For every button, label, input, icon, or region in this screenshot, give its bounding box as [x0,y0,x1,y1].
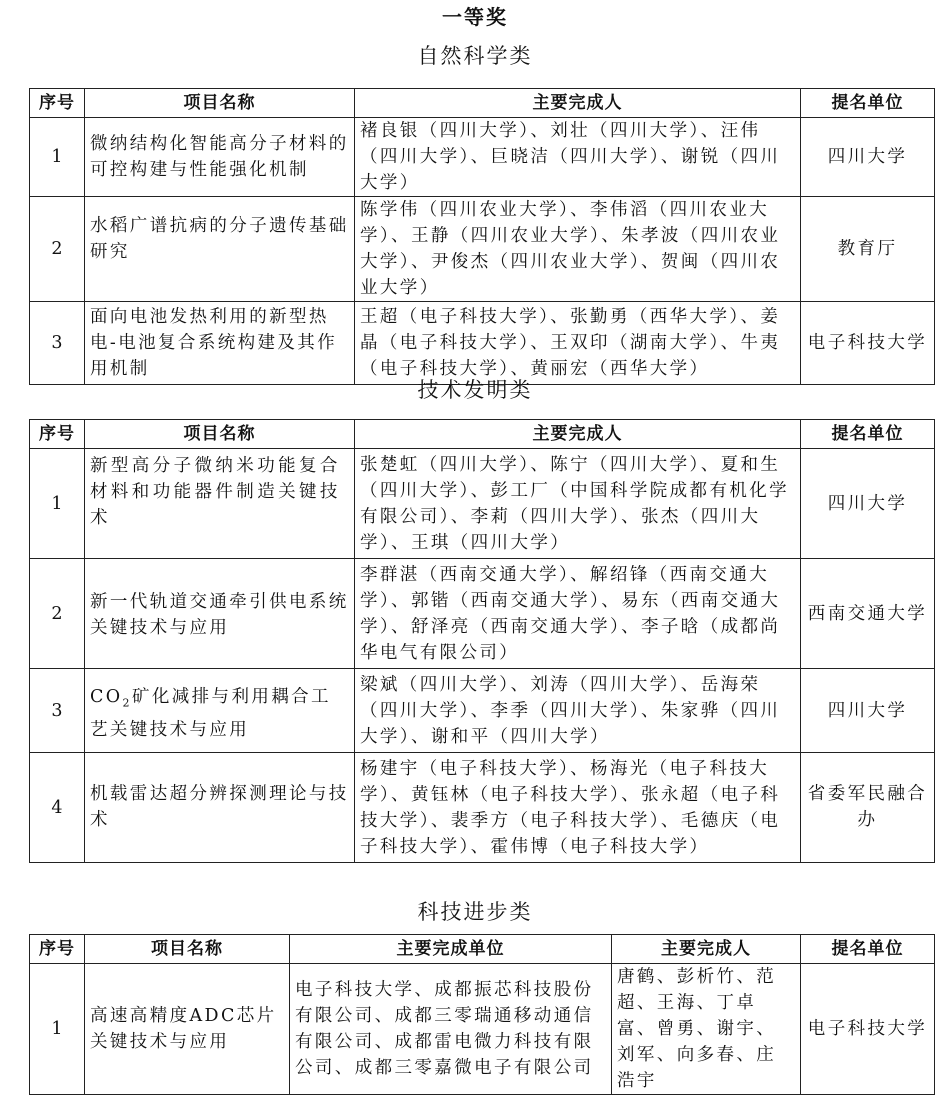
row-people: 杨建宇（电子科技大学）、杨海光（电子科技大学）、黄钰林（电子科技大学）、张永超（电子科技大学）、裴季方（电子科技大学）、毛德庆（电子科技大学）、霍伟博（电子科技大学） [355,753,801,863]
row-seq: 2 [30,559,85,669]
section-title-natural-science: 自然科学类 [417,44,533,68]
header-nominator: 提名单位 [801,89,935,118]
row-nominator: 四川大学 [801,669,935,753]
row-project-name: 机载雷达超分辨探测理论与技术 [85,753,355,863]
row-people: 王超（电子科技大学）、张勤勇（西华大学）、姜晶（电子科技大学）、王双印（湖南大学）、牛夷（电子科技大学）、黄丽宏（西华大学） [355,302,801,385]
row-people: 陈学伟（四川农业大学）、李伟滔（四川农业大学）、王静（四川农业大学）、朱孝波（四川农业大学）、尹俊杰（四川农业大学）、贺闽（四川农业大学） [355,197,801,302]
table-row [30,302,935,385]
table-header-row [30,935,935,964]
header-project-name: 项目名称 [85,935,290,964]
section-title-technical-invention: 技术发明类 [417,378,533,402]
row-people: 唐鹤、彭析竹、范超、王海、丁卓富、曾勇、谢宇、刘军、向多春、庄浩宇 [612,964,801,1095]
header-nominator: 提名单位 [801,935,935,964]
row-seq: 4 [30,753,85,863]
table-row [30,964,935,1095]
header-main-people: 主要完成人 [612,935,801,964]
row-project-name: 面向电池发热利用的新型热电-电池复合系统构建及其作用机制 [85,302,355,385]
table-row [30,118,935,197]
row-nominator: 西南交通大学 [801,559,935,669]
document-title: 一等奖 [442,5,508,29]
header-project-name: 项目名称 [85,89,355,118]
row-people: 梁斌（四川大学）、刘涛（四川大学）、岳海荣（四川大学）、李季（四川大学）、朱家骅（四川大学）、谢和平（四川大学） [355,669,801,753]
row-nominator: 四川大学 [801,449,935,559]
table-row [30,197,935,302]
co2-formula: $CO_2$ [90,687,132,710]
header-project-name: 项目名称 [85,420,355,449]
row-seq: 3 [30,669,85,753]
header-main-people: 主要完成人 [355,420,801,449]
tech-progress-table [29,934,935,1095]
table-header-row [30,420,935,449]
row-project-name: 新一代轨道交通牵引供电系统关键技术与应用 [85,559,355,669]
row-seq: 1 [30,964,85,1095]
table-header-row [30,89,935,118]
row-project-name: 微纳结构化智能高分子材料的可控构建与性能强化机制 [85,118,355,197]
technical-invention-table [29,419,935,863]
table-row [30,753,935,863]
row-project-name: $CO_2$矿化减排与利用耦合工艺关键技术与应用 [85,669,355,753]
row-people: 张楚虹（四川大学）、陈宁（四川大学）、夏和生（四川大学）、彭工厂（中国科学院成都有机化学有限公司）、李莉（四川大学）、张杰（四川大学）、王琪（四川大学） [355,449,801,559]
header-nominator: 提名单位 [801,420,935,449]
row-people: 李群湛（西南交通大学）、解绍锋（西南交通大学）、郭锴（西南交通大学）、易东（西南交通大学）、舒泽亮（西南交通大学）、李子晗（成都尚华电气有限公司） [355,559,801,669]
table-row [30,559,935,669]
header-seq: 序号 [30,89,85,118]
row-people: 褚良银（四川大学）、刘壮（四川大学）、汪伟（四川大学）、巨晓洁（四川大学）、谢锐（四川大学） [355,118,801,197]
header-seq: 序号 [30,935,85,964]
row-nominator: 四川大学 [801,118,935,197]
row-project-name: 高速高精度ADC芯片关键技术与应用 [85,964,290,1095]
natural-science-table [29,88,935,385]
row-nominator: 省委军民融合办 [801,753,935,863]
row-nominator: 电子科技大学 [801,964,935,1095]
row-seq: 1 [30,118,85,197]
section-title-tech-progress: 科技进步类 [417,900,533,924]
row-project-name: 新型高分子微纳米功能复合材料和功能器件制造关键技术 [85,449,355,559]
row-seq: 3 [30,302,85,385]
row-units: 电子科技大学、成都振芯科技股份有限公司、成都三零瑞通移动通信有限公司、成都雷电微力科技有限公司、成都三零嘉微电子有限公司 [290,964,612,1095]
table-row [30,449,935,559]
row-seq: 2 [30,197,85,302]
row-nominator: 教育厅 [801,197,935,302]
row-project-name: 水稻广谱抗病的分子遗传基础研究 [85,197,355,302]
header-seq: 序号 [30,420,85,449]
header-main-units: 主要完成单位 [290,935,612,964]
row-nominator: 电子科技大学 [801,302,935,385]
row-seq: 1 [30,449,85,559]
table-row [30,669,935,753]
header-main-people: 主要完成人 [355,89,801,118]
